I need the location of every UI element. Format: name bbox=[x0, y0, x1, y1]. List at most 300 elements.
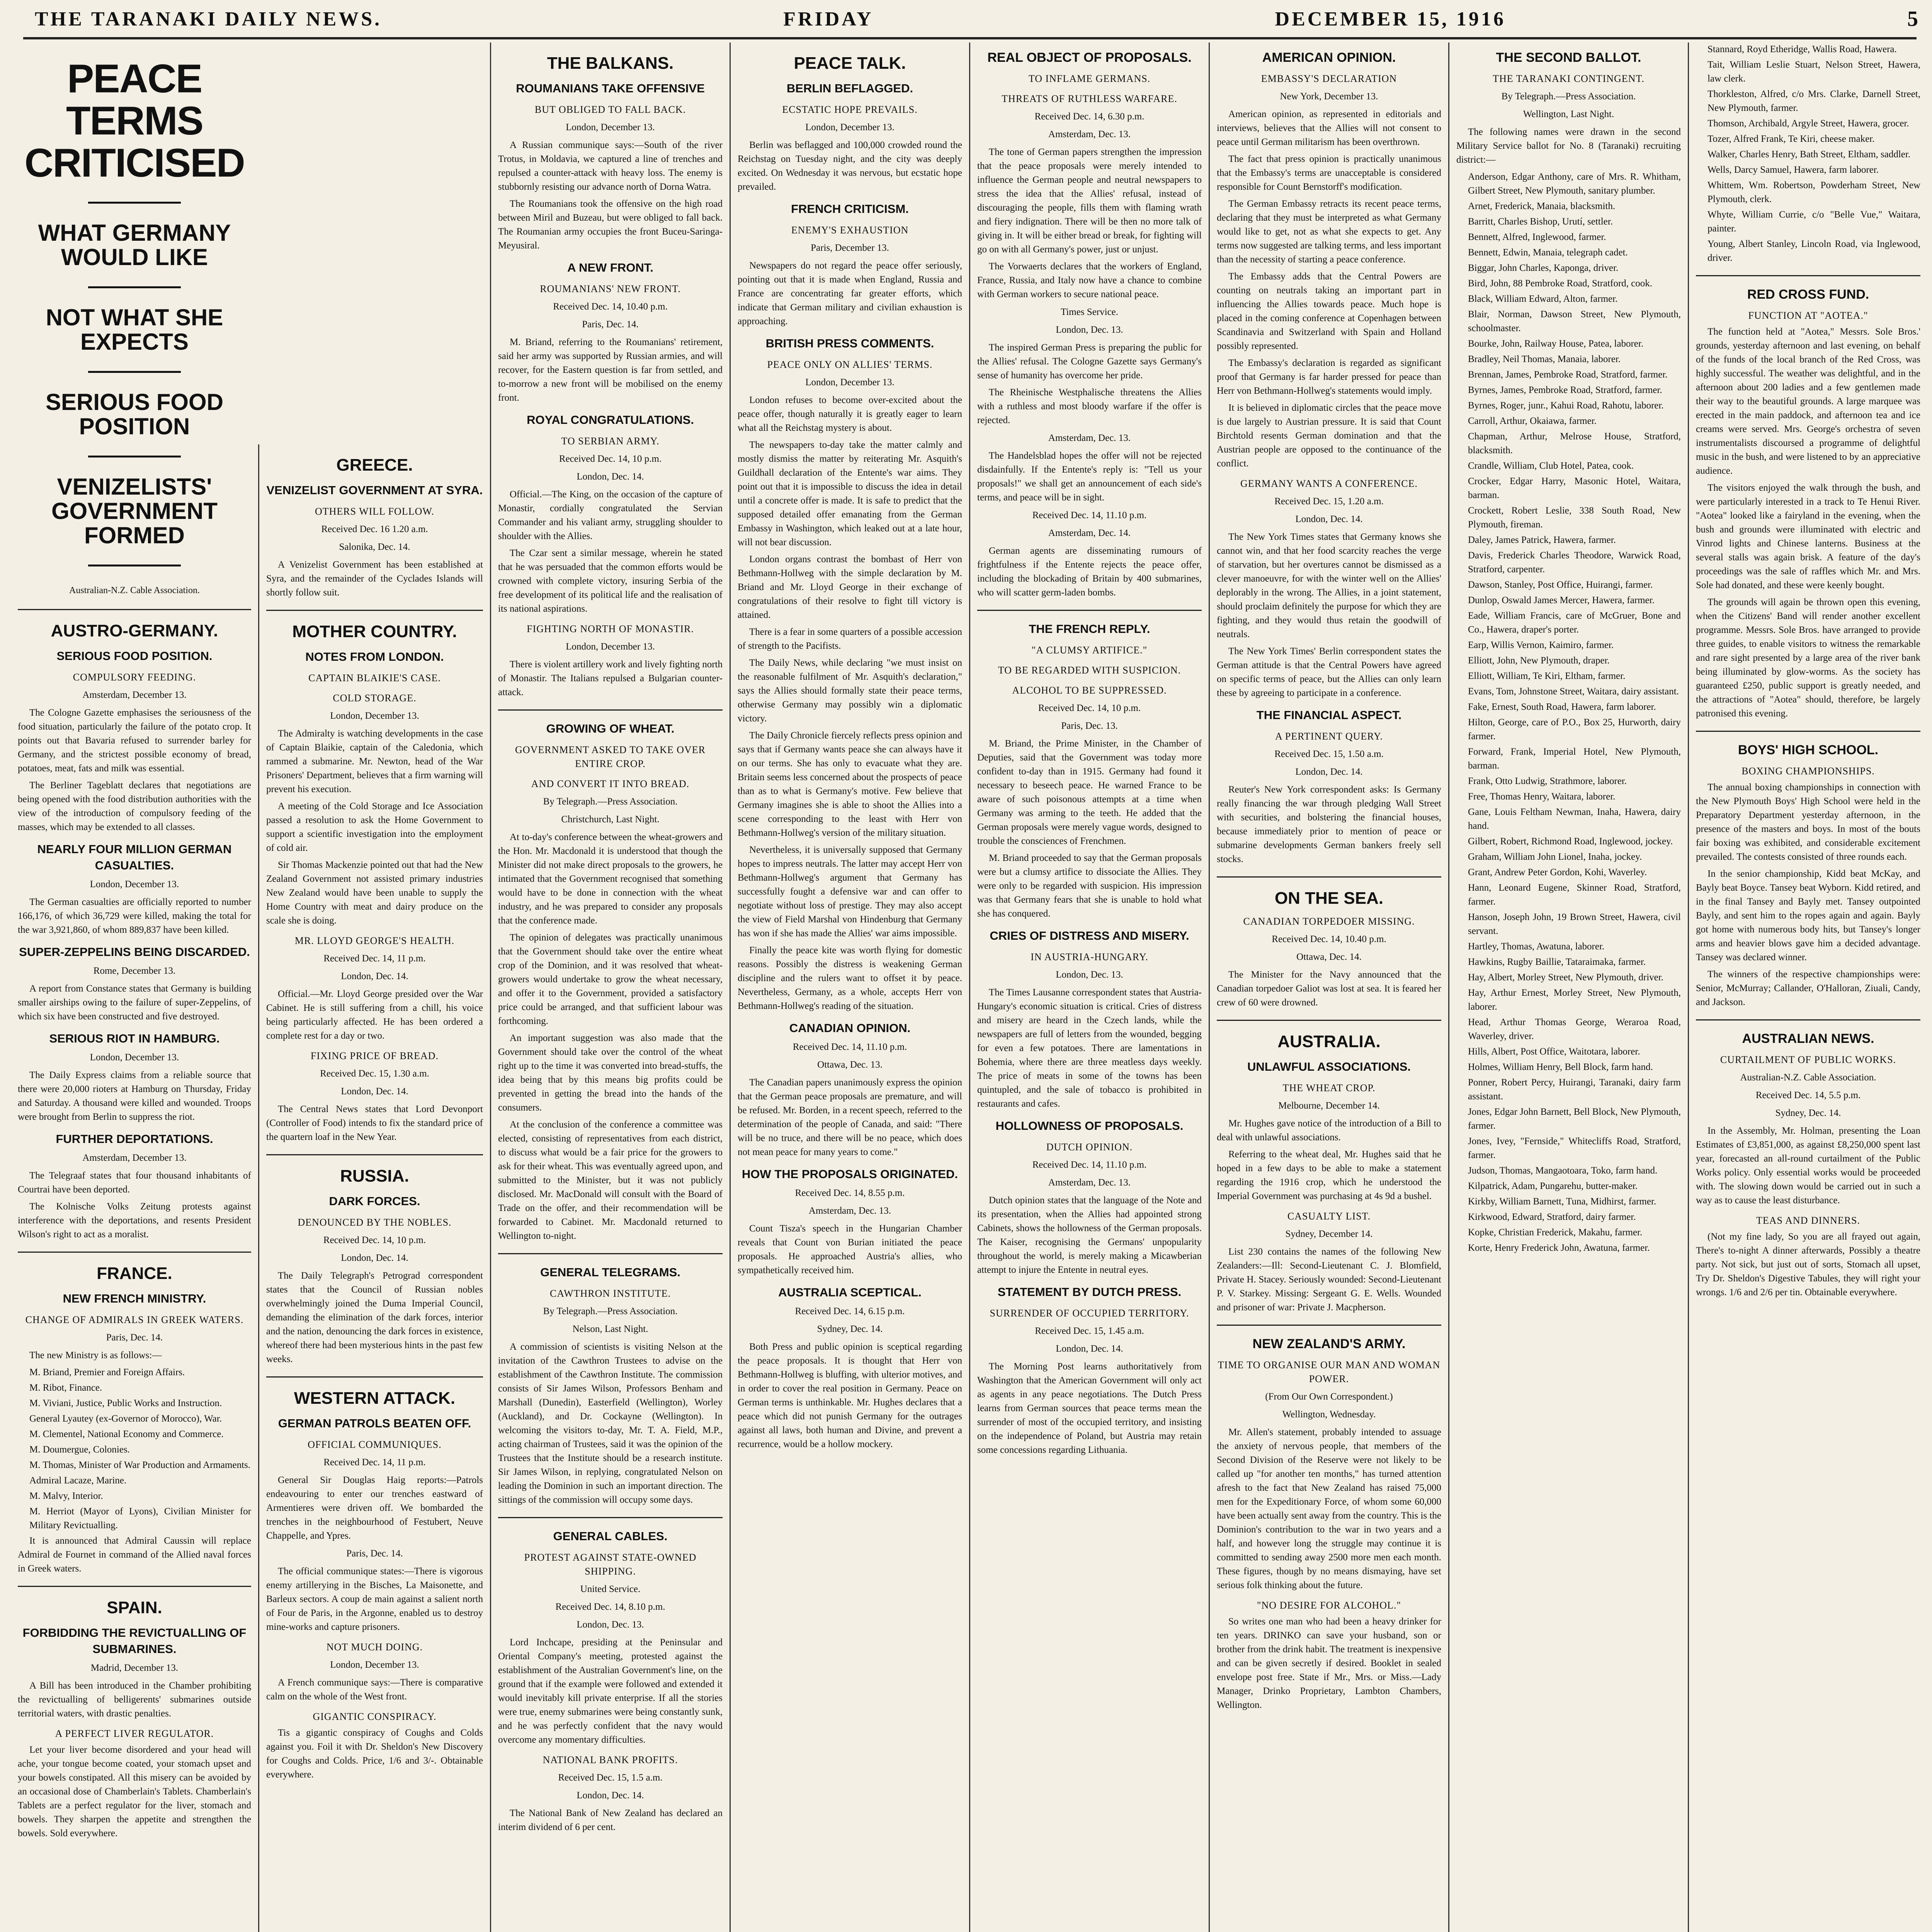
article-paragraph: A French communique says:—There is comparative calm on the whole of the West front. bbox=[266, 1677, 483, 1702]
article-paragraph: The visitors enjoyed the walk through the bush, and were particularly interested in a track to Te Henui River. "Aotea" looked like a fairyland in the evening, when the bush and grounds were illuminated with electric and Vinrod lights and Chinese lanterns. Business at the several stalls was again brisk. A feature of the day's proceedings was the sale of raffles which Mr. and Mrs. Sole had donated, and these were keenly bought. bbox=[1696, 483, 1920, 590]
list-item: Young, Albert Stanley, Lincoln Road, via Inglewood, driver. bbox=[1708, 239, 1920, 263]
received-line: Received Dec. 15, 1.5 a.m. bbox=[558, 1772, 663, 1783]
article-paragraph: Berlin was beflagged and 100,000 crowded round the Reichstag on Tuesday night, and the city was deeply excited. On Wednesday it was nervous, but ecstatic hope prevailed. bbox=[738, 140, 962, 192]
list-item: Forward, Frank, Imperial Hotel, New Plymouth, barman. bbox=[1468, 747, 1681, 771]
list-item: M. Viviani, Justice, Public Works and Instruction. bbox=[29, 1398, 222, 1408]
minor-head: NATIONAL BANK PROFITS. bbox=[543, 1754, 678, 1765]
sub-head: BERLIN BEFLAGGED. bbox=[786, 82, 913, 95]
masthead-day: FRIDAY bbox=[783, 8, 874, 30]
article-paragraph: A Russian communique says:—South of the river Trotus, in Moldavia, we captured a line of trenches and repulsed a counter-attack with heavy loss. The enemy is stubbornly resisting our advance north of Dorna Watra. bbox=[498, 140, 723, 192]
received-line: Received Dec. 14, 11 p.m. bbox=[323, 1457, 426, 1468]
byline: By Telegraph.—Press Association. bbox=[1501, 91, 1636, 102]
list-item: Bradley, Neil Thomas, Manaia, laborer. bbox=[1468, 354, 1621, 364]
minor-head: THREATS OF RUTHLESS WARFARE. bbox=[1002, 93, 1177, 104]
dateline: Rome, December 13. bbox=[93, 965, 176, 976]
minor-head: CANADIAN TORPEDOER MISSING. bbox=[1243, 916, 1415, 927]
sub-head: CANADIAN OPINION. bbox=[789, 1021, 911, 1035]
article-paragraph: The Daily Telegraph's Petrograd correspondent states that the Council of Russian nobles overwhelmingly joined the Duma Imperial Council, demanding the elimination of the dark forces, interior and the nation, denouncing the dark forces in existence, whereof there had been mysterious hints in the past few weeks. bbox=[266, 1270, 483, 1364]
minor-head: CASUALTY LIST. bbox=[1287, 1211, 1371, 1222]
sub-head: ROYAL CONGRATULATIONS. bbox=[527, 413, 694, 427]
list-item: Ponner, Robert Percy, Huirangi, Taranaki, dairy farm assistant. bbox=[1468, 1077, 1681, 1102]
list-item: Stannard, Royd Etheridge, Wallis Road, Hawera. bbox=[1708, 44, 1897, 54]
article-paragraph: The newspapers to-day take the matter calmly and mostly dismiss the matter by reiterating Mr. Asquith's Guildhall declaration of the Entente's war aims. They point out that it is impossible to discuss the idea in detail until a concrete offer is made. It is safe to predict that the supposed detailed offer emanating from the German Embassy in Washington, which leaked out at a late hour, will not bear discussion. bbox=[738, 440, 962, 548]
ministry-list bbox=[18, 1366, 251, 1532]
list-item: Elliott, William, Te Kiri, Eltham, farmer. bbox=[1468, 671, 1626, 681]
list-item: Elliott, John, New Plymouth, draper. bbox=[1468, 655, 1610, 666]
article-paragraph: The Central News states that Lord Devonport (Controller of Food) intends to fix the standard price of the quartern loaf in the New Year. bbox=[266, 1104, 483, 1142]
advert-head: TEAS AND DINNERS. bbox=[1756, 1215, 1861, 1226]
list-item: Jones, Edgar John Barnett, Bell Block, New Plymouth, farmer. bbox=[1468, 1107, 1681, 1131]
sub-head: CRIES OF DISTRESS AND MISERY. bbox=[990, 929, 1189, 942]
article-paragraph: The Vorwaerts declares that the workers of England, France, Russia, and Italy now have a chance to combine with German workers to secure national peace. bbox=[977, 261, 1202, 299]
dateline: Amsterdam, Dec. 13. bbox=[1048, 129, 1131, 139]
received-line: Received Dec. 14, 6.30 p.m. bbox=[1034, 111, 1145, 122]
received-line: Received Dec. 15, 1.50 a.m. bbox=[1274, 749, 1384, 759]
list-item: Holmes, William Henry, Bell Block, farm hand. bbox=[1468, 1062, 1653, 1072]
article-paragraph: The Canadian papers unanimously express the opinion that the German peace proposals are premature, and will be refused. Mr. Borden, in a recent speech, referred to the determination of the people of Canada, and said: "There will be no truce, and there will be no peace, which does not mean peace for many years to come." bbox=[738, 1077, 962, 1157]
article-paragraph: London organs contrast the bombast of Herr von Bethmann-Hollweg with the simple declaration by M. Briand and Mr. Lloyd George in their exchange of congratulations of their resolve to fight till victory is attained. bbox=[738, 554, 962, 620]
received-line: Received Dec. 14, 8.10 p.m. bbox=[555, 1602, 665, 1612]
minor-head: COMPULSORY FEEDING. bbox=[73, 671, 196, 683]
article-paragraph: A commission of scientists is visiting Nelson at the invitation of the Cawthron Trustees to advise on the establishment of the Cawthron Institute. The commission consists of Sir James Wilson, Professors Benham and Marshall (Dunedin), Easterfield (Wellington), Worley (Auckland), and Dr. Cockayne (Wellington). In welcoming the visitors to-day, Mr. T. A. Field, M.P., acting chairman of Trustees, said it was the opinion of the Trustees that the Institute should be a research institute. Sir James Wilson, in replying, congratulated Nelson on leading the Dominion in such an important direction. The sittings of the commission will occupy some days. bbox=[498, 1342, 723, 1505]
list-item: Free, Thomas Henry, Waitara, laborer. bbox=[1468, 791, 1616, 802]
list-item: Crocker, Edgar Harry, Masonic Hotel, Waitara, barman. bbox=[1468, 476, 1681, 500]
dateline: Ottawa, Dec. 13. bbox=[817, 1060, 883, 1070]
received-line: Received Dec. 14, 11 p.m. bbox=[323, 953, 426, 964]
section-head-boys-high-school: BOYS' HIGH SCHOOL. bbox=[1738, 743, 1879, 757]
list-item: Byrnes, James, Pembroke Road, Stratford, farmer. bbox=[1468, 385, 1662, 395]
section-head-austro-germany: AUSTRO-GERMANY. bbox=[51, 621, 218, 640]
column-7 bbox=[1448, 43, 1688, 1932]
minor-head: FIXING PRICE OF BREAD. bbox=[310, 1050, 439, 1061]
list-item: Jones, Ivey, "Fernside," Whitecliffs Road, Stratford, farmer. bbox=[1468, 1136, 1681, 1160]
list-item: M. Ribot, Finance. bbox=[29, 1382, 102, 1393]
article-paragraph: The official communique states:—There is vigorous enemy artillerying in the Bisches, La Maisonette, and Barleux sectors. A coup de main against a salient north of Four de Paris, in the Argonne, enabled us to destroy mine-works and capture prisoners. bbox=[266, 1566, 483, 1632]
section-rule bbox=[266, 1376, 483, 1378]
article-paragraph: M. Briand proceeded to say that the German proposals were but a clumsy artifice to dissociate the Allies. They were only to be regarded with suspicion. His impression was that Germany fears that she is unable to hold what she has conquered. bbox=[977, 853, 1202, 919]
article-paragraph: The winners of the respective championships were: Senior, McMurray; Callander, O'Halloran, Ziuali, Candy, and Jackson. bbox=[1696, 969, 1920, 1007]
sub-head: SERIOUS FOOD POSITION. bbox=[56, 649, 213, 663]
sub-head: HOW THE PROPOSALS ORIGINATED. bbox=[742, 1167, 958, 1181]
list-item: Dunlop, Oswald James Mercer, Hawera, farmer. bbox=[1468, 595, 1655, 605]
dateline: London, Dec. 13. bbox=[1056, 969, 1123, 980]
list-item: Hay, Arthur Ernest, Morley Street, New Plymouth, laborer. bbox=[1468, 988, 1681, 1012]
article-paragraph: At to-day's conference between the wheat-growers and the Hon. Mr. Macdonald it is understood that though the Minister did not make direct proposals to the growers, he intimated that the Government recognised that something would have to be done in connection with the wheat industry, and he was prepared to consider any proposals that the conference made. bbox=[498, 832, 723, 926]
column-3 bbox=[490, 43, 730, 1932]
section-rule bbox=[1696, 731, 1920, 732]
byline: Times Service. bbox=[1060, 307, 1119, 317]
dateline: Amsterdam, December 13. bbox=[82, 689, 187, 700]
list-item: Thomson, Archibald, Argyle Street, Hawera, grocer. bbox=[1708, 118, 1909, 129]
article-paragraph: London refuses to become over-excited about the peace offer, though naturally it is greatly eager to learn what all the Reichstag mystery is about. bbox=[738, 395, 962, 433]
article-paragraph: The Morning Post learns authoritatively from Washington that the American Government will only act as agents in any peace negotiations. The Dutch Press learns from German sources that peace terms mean the surrender of most of the occupied territory, and insisting on the independence of Poland, but Austria may retain some concessions regarding Lithuania. bbox=[977, 1361, 1202, 1455]
list-item: General Lyautey (ex-Governor of Morocco), War. bbox=[29, 1413, 222, 1424]
sub-head: GROWING OF WHEAT. bbox=[546, 722, 675, 735]
minor-head: TO BE REGARDED WITH SUSPICION. bbox=[998, 665, 1181, 676]
cable-credit: Australian-N.Z. Cable Association. bbox=[69, 585, 200, 595]
lead-headline: PEACE TERMS CRITICISED bbox=[24, 56, 245, 186]
dateline: London, December 13. bbox=[566, 641, 655, 652]
list-item: Crockett, Robert Leslie, 338 South Road, New Plymouth, fireman. bbox=[1468, 505, 1681, 530]
article-paragraph: There is violent artillery work and lively fighting north of Monastir. The Italians repulsed a Bulgarian counter-attack. bbox=[498, 659, 723, 697]
article-paragraph: The Roumanians took the offensive on the high road between Miril and Buzeau, but were obliged to fall back. The Roumanian army occupies the front Buceu-Saringa-Meyusiral. bbox=[498, 199, 723, 251]
minor-head: NOT MUCH DOING. bbox=[326, 1641, 423, 1653]
article-paragraph: General Sir Douglas Haig reports:—Patrols endeavouring to enter our trenches eastward of Armentieres were driven off. We bombarded the trenches in the neighbourhood of Festubert, Neuve Chappelle, and Ypres. bbox=[266, 1475, 483, 1541]
article-paragraph: Official.—Mr. Lloyd George presided over the War Cabinet. He is still suffering from a chill, his voice being particularly affected. He has been ordered a complete rest for a day or two. bbox=[266, 989, 483, 1041]
column-1 bbox=[11, 43, 258, 1932]
list-item: Fake, Ernest, South Road, Hawera, farm laborer. bbox=[1468, 702, 1656, 712]
section-head-peace-talk: PEACE TALK. bbox=[794, 54, 906, 73]
list-item: Barritt, Charles Bishop, Urutí, settler. bbox=[1468, 216, 1613, 227]
article-paragraph: The German casualties are officially reported to number 166,176, of which 36,729 were killed, making the total for the war 3,921,860, of whom 889,837 have been killed. bbox=[18, 896, 251, 935]
list-item: Biggar, John Charles, Kaponga, driver. bbox=[1468, 263, 1619, 273]
byline: By Telegraph.—Press Association. bbox=[543, 1306, 678, 1316]
sub-head: STATEMENT BY DUTCH PRESS. bbox=[997, 1285, 1182, 1299]
dateline: London, Dec. 13. bbox=[577, 1619, 644, 1630]
article-paragraph: There is a fear in some quarters of a possible accession of strength to the Pacifists. bbox=[738, 627, 962, 651]
section-rule bbox=[266, 610, 483, 611]
section-rule bbox=[18, 1252, 251, 1253]
section-head-australian-news: AUSTRALIAN NEWS. bbox=[1742, 1031, 1874, 1046]
list-item: Tait, William Leslie Stuart, Nelson Street, Hawera, law clerk. bbox=[1708, 60, 1920, 84]
list-item: Gane, Louis Feltham Newman, Inaha, Hawera, dairy hand. bbox=[1468, 807, 1681, 831]
byline: (From Our Own Correspondent.) bbox=[1265, 1391, 1393, 1402]
dateline: Paris, Dec. 14. bbox=[106, 1332, 163, 1343]
received-line: Received Dec. 14, 10 p.m. bbox=[1038, 703, 1141, 713]
list-item: Admiral Lacaze, Marine. bbox=[29, 1475, 127, 1486]
list-item: M. Doumergue, Colonies. bbox=[29, 1444, 130, 1455]
minor-head: CURTAILMENT OF PUBLIC WORKS. bbox=[1720, 1054, 1896, 1065]
column-5 bbox=[969, 43, 1209, 1932]
minor-head: EMBASSY'S DECLARATION bbox=[1261, 73, 1397, 84]
list-item: Walker, Charles Henry, Bath Street, Eltham, saddler. bbox=[1708, 149, 1911, 160]
minor-head: BUT OBLIGED TO FALL BACK. bbox=[534, 104, 686, 115]
list-item: Whyte, William Currie, c/o "Belle Vue," Waitara, painter. bbox=[1708, 209, 1920, 234]
article-paragraph: The Berliner Tageblatt declares that negotiations are being opened with the food distribution authorities with the view of the introduction of compulsory feeding of the masses, which may be extended to all classes. bbox=[18, 780, 251, 832]
list-item: Kilpatrick, Adam, Pungarehu, butter-maker. bbox=[1468, 1181, 1638, 1191]
list-item: Frank, Otto Ludwig, Strathmore, laborer. bbox=[1468, 776, 1627, 786]
article-paragraph: A Bill has been introduced in the Chamber prohibiting the revictualling of belligerents' submarines outside territorial waters, with drastic penalties. bbox=[18, 1680, 251, 1719]
received-line: Received Dec. 14, 10.40 p.m. bbox=[1272, 934, 1386, 944]
dateline: London, December 13. bbox=[566, 122, 655, 133]
section-head-second-ballot: THE SECOND BALLOT. bbox=[1496, 50, 1641, 65]
article-paragraph: Official.—The King, on the occasion of the capture of Monastir, cordially congratulated the Servian Commander and his valiant army, struggling shoulder to shoulder with the Allies. bbox=[498, 489, 723, 541]
list-item: Graham, William John Lionel, Inaha, jockey. bbox=[1468, 852, 1642, 862]
minor-head: FIGHTING NORTH OF MONASTIR. bbox=[527, 623, 694, 634]
list-item: Hartley, Thomas, Awatuna, laborer. bbox=[1468, 941, 1605, 952]
minor-head: COLD STORAGE. bbox=[333, 692, 417, 704]
list-item: M. Briand, Premier and Foreign Affairs. bbox=[29, 1367, 185, 1378]
article-paragraph: The Daily Express claims from a reliable source that there were 20,000 rioters at Hamburg on Thursday, Friday and Saturday. A thousand were killed and wounded. Troops were brought from Berlin to suppress the riot. bbox=[18, 1070, 251, 1122]
received-line: Received Dec. 14, 10.40 p.m. bbox=[553, 301, 668, 312]
sub-head: DARK FORCES. bbox=[329, 1194, 420, 1208]
advert-paragraph: So writes one man who had been a heavy drinker for ten years. DRINKO can save your husband, son or brother from the drink habit. The treatment is inexpensive and can be given secretly if desired. Booklet in sealed envelope post free. State if Mr., Mrs. or Miss.—Lady Manager, Drinko Proprietary, Lambton Chambers, Wellington. bbox=[1217, 1616, 1441, 1710]
sub-head: NEARLY FOUR MILLION GERMAN CASUALTIES. bbox=[37, 842, 232, 872]
article-paragraph: The Daily News, while declaring "we must insist on the reasonable fulfilment of Mr. Asquith's declaration," says the Allies should formally state their peace terms, otherwise Germany may possibly win a diplomatic victory. bbox=[738, 658, 962, 724]
list-item: Evans, Tom, Johnstone Street, Waitara, dairy assistant. bbox=[1468, 686, 1679, 697]
deck-rule bbox=[88, 565, 181, 566]
lead-deck-2: NOT WHAT SHE EXPECTS bbox=[46, 304, 223, 355]
section-rule bbox=[266, 1154, 483, 1155]
minor-head: OFFICIAL COMMUNIQUES. bbox=[308, 1439, 442, 1450]
article-paragraph: Mr. Allen's statement, probably intended to assuage the anxiety of nervous people, that members of the Second Division of the Reserve were not likely to be called up "for another ten months," has turned attention afresh to the fact that New Zealand has raised 75,000 men for the Expeditionary Force, of whom some 60,000 have been actually sent away from the country. This is the Dominion's contribution to the war in two years and a half, and however long the struggle may continue it is committed to sending away 2500 more men each month. These figures, though by no means dismaying, have set serious folk thinking about the future. bbox=[1217, 1427, 1441, 1590]
article-paragraph: The inspired German Press is preparing the public for the Allies' refusal. The Cologne Gazette says Germany's sense of humanity has overcome her pride. bbox=[977, 342, 1202, 381]
sub-head: NOTES FROM LONDON. bbox=[305, 650, 444, 663]
dateline: Sydney, Dec. 14. bbox=[817, 1324, 883, 1334]
article-paragraph: The Embassy's declaration is regarded as significant proof that Germany is far harder pressed for peace than Herr von Bethmann-Hollweg's statements would imply. bbox=[1217, 358, 1441, 396]
minor-head: CHANGE OF ADMIRALS IN GREEK WATERS. bbox=[25, 1314, 244, 1325]
list-item: Kirkwood, Edward, Stratford, dairy farmer. bbox=[1468, 1212, 1636, 1222]
article-paragraph: The following names were drawn in the second Military Service ballot for No. 8 (Taranaki) recruiting district:— bbox=[1456, 127, 1681, 165]
article-paragraph: The opinion of delegates was practically unanimous that the Government should take over the entire wheat crop of the Dominion, and it was resolved that wheat-growers would undertake to grow the wheat necessary, and offer it to the Government, provided a satisfactory price could be arranged, and that sufficient labour was forthcoming. bbox=[498, 932, 723, 1026]
dateline: London, Dec. 14. bbox=[341, 971, 408, 981]
received-line: Received Dec. 14, 11.10 p.m. bbox=[1032, 1160, 1147, 1170]
deck-rule bbox=[88, 371, 181, 373]
list-item: Bourke, John, Railway House, Patea, laborer. bbox=[1468, 338, 1644, 349]
column-8 bbox=[1688, 43, 1927, 1932]
dateline: London, Dec. 14. bbox=[341, 1086, 408, 1097]
article-paragraph: The New York Times states that Germany knows she cannot win, and that her food scarcity reaches the verge of starvation, but her overtures cannot be dismissed as a clever manoeuvre, for with the winter well on the Allies' deplorably in the wrong. The Allies, in a joint statement, should proclaim definitely the purpose for which they are fighting, and they would thus retain the goodwill of neutrals. bbox=[1217, 532, 1441, 639]
section-head-american-opinion: AMERICAN OPINION. bbox=[1262, 50, 1396, 65]
section-rule bbox=[498, 1517, 723, 1518]
received-line: Received Dec. 14, 8.55 p.m. bbox=[795, 1188, 905, 1198]
list-item: Bennett, Edwin, Manaia, telegraph cadet. bbox=[1468, 247, 1628, 258]
newspaper-page bbox=[11, 43, 1927, 1932]
sub-head: GERMAN PATROLS BEATEN OFF. bbox=[278, 1417, 471, 1430]
article-paragraph: The Minister for the Navy announced that the Canadian torpedoer Galiot was lost at sea. It is feared her crew of 60 were drowned. bbox=[1217, 969, 1441, 1008]
list-item: Hawkins, Rugby Baillie, Tataraimaka, farmer. bbox=[1468, 957, 1646, 967]
section-rule bbox=[18, 609, 251, 610]
section-head-spain: SPAIN. bbox=[107, 1598, 162, 1617]
minor-head: AND CONVERT IT INTO BREAD. bbox=[531, 778, 690, 789]
list-item: Dawson, Stanley, Post Office, Huirangi, farmer. bbox=[1468, 580, 1653, 590]
article-paragraph: Lord Inchcape, presiding at the Peninsular and Oriental Company's meeting, protested against the establishment of the Australian Government's line, on the ground that if the example were followed and extended it would inevitably kill private enterprise. If all the stories were true, enemy submarines were being constantly sunk, and he was perfectly confident that the navy would overcome any momentary difficulties. bbox=[498, 1637, 723, 1745]
received-line: Received Dec. 14, 10 p.m. bbox=[323, 1235, 426, 1245]
article-paragraph: List 230 contains the names of the following New Zealanders:—Ill: Second-Lieutenant C. J. Blomfield, Private H. Stacey. Seriously wounded: Second-Lieutenant P. V. Starkey. Missing: Sergeant G. E. Wells. Wounded and prisoner of war: Private J. Macpherson. bbox=[1217, 1247, 1441, 1313]
list-item: Arnet, Frederick, Manaia, blacksmith. bbox=[1468, 201, 1616, 211]
lead-deck-4: VENIZELISTS' GOVERNMENT FORMED bbox=[51, 473, 218, 548]
minor-head: TO SERBIAN ARMY. bbox=[561, 435, 660, 447]
minor-head: PROTEST AGAINST STATE-OWNED SHIPPING. bbox=[524, 1552, 697, 1577]
article-paragraph: Count Tisza's speech in the Hungarian Chamber reveals that Count von Burian initiated the peace proposals. He approached Austria's allies, who sympathetically received him. bbox=[738, 1223, 962, 1276]
section-rule bbox=[498, 709, 723, 711]
ballot-list-continued bbox=[1696, 43, 1920, 265]
received-line: Received Dec. 14, 5.5 p.m. bbox=[1755, 1090, 1861, 1100]
advert-head: "NO DESIRE FOR ALCOHOL." bbox=[1257, 1600, 1401, 1611]
dateline: London, December 13. bbox=[90, 1052, 179, 1063]
minor-head: GERMANY WANTS A CONFERENCE. bbox=[1240, 478, 1418, 489]
sub-head: UNLAWFUL ASSOCIATIONS. bbox=[1247, 1060, 1411, 1073]
list-item: Bird, John, 88 Pembroke Road, Stratford, cook. bbox=[1468, 278, 1653, 289]
minor-head: TIME TO ORGANISE OUR MAN AND WOMAN POWER. bbox=[1218, 1359, 1440, 1384]
section-head-greece: GREECE. bbox=[336, 456, 413, 474]
deck-rule bbox=[88, 456, 181, 457]
minor-head: THE TARANAKI CONTINGENT. bbox=[1493, 73, 1645, 84]
dateline: New York, December 13. bbox=[1280, 91, 1378, 102]
advert-head: A PERFECT LIVER REGULATOR. bbox=[55, 1728, 214, 1739]
list-item: Tozer, Alfred Frank, Te Kiri, cheese maker. bbox=[1708, 134, 1875, 144]
byline: By Telegraph.—Press Association. bbox=[543, 796, 678, 807]
ballot-list bbox=[1456, 170, 1681, 1255]
page-number: 5 bbox=[1907, 7, 1920, 31]
section-head-balkans: THE BALKANS. bbox=[547, 54, 674, 73]
lead-deck-3: SERIOUS FOOD POSITION bbox=[45, 389, 224, 439]
article-paragraph: A report from Constance states that Germany is building smaller airships owing to the failure of super-Zeppelins, of which six have been constructed and five destroyed. bbox=[18, 983, 251, 1022]
sub-head: VENIZELIST GOVERNMENT AT SYRA. bbox=[266, 483, 483, 497]
dateline: Wellington, Last Night. bbox=[1523, 109, 1614, 119]
dateline: Salonika, Dec. 14. bbox=[339, 542, 410, 552]
list-item: Judson, Thomas, Mangaotoara, Toko, farm hand. bbox=[1468, 1165, 1658, 1176]
received-line: Received Dec. 15, 1.45 a.m. bbox=[1035, 1326, 1144, 1336]
dateline: Sydney, December 14. bbox=[1285, 1229, 1373, 1239]
article-paragraph: German agents are disseminating rumours of frightfulness if the Entente rejects the peace offer, including the blockading of Britain by 400 submarines, who will scatter germ-laden bombs. bbox=[977, 546, 1202, 598]
section-head-nz-army: NEW ZEALAND'S ARMY. bbox=[1252, 1337, 1406, 1351]
received-line: Received Dec. 14, 11.10 p.m. bbox=[793, 1042, 907, 1052]
advert-head: GIGANTIC CONSPIRACY. bbox=[313, 1711, 437, 1722]
article-paragraph: Finally the peace kite was worth flying for domestic reasons. Possibly the distress is weakening German discipline and the rulers want to offset it by peace. Nevertheless, Germany, as a whole, accepts Herr von Bethmann-Hollweg's reading of the situation. bbox=[738, 945, 962, 1011]
list-item: Hills, Albert, Post Office, Waitotara, laborer. bbox=[1468, 1046, 1640, 1057]
list-item: Blair, Norman, Dawson Street, New Plymouth, schoolmaster. bbox=[1468, 309, 1681, 333]
minor-head: CAPTAIN BLAIKIE'S CASE. bbox=[308, 672, 441, 684]
article-paragraph: The Admiralty is watching developments in the case of Captain Blaikie, captain of the Caledonia, which rammed a submarine. Mr. Newton, head of the War Prisoners' Department, believes that a firm warning will prevent his execution. bbox=[266, 728, 483, 794]
section-rule bbox=[498, 1253, 723, 1254]
dateline: Christchurch, Last Night. bbox=[561, 814, 660, 825]
list-item: Brennan, James, Pembroke Road, Stratford, farmer. bbox=[1468, 369, 1668, 380]
received-line: Received Dec. 15, 1.30 a.m. bbox=[320, 1068, 429, 1079]
sub-head: A NEW FRONT. bbox=[567, 261, 653, 274]
list-item: Hilton, George, care of P.O., Box 25, Hurworth, dairy farmer. bbox=[1468, 717, 1681, 742]
minor-head: SURRENDER OF OCCUPIED TERRITORY. bbox=[990, 1308, 1189, 1319]
section-head-mother-country: MOTHER COUNTRY. bbox=[292, 622, 457, 641]
section-rule bbox=[977, 610, 1202, 611]
section-head-red-cross: RED CROSS FUND. bbox=[1747, 287, 1869, 302]
list-item: Carroll, Arthur, Okaiawa, farmer. bbox=[1468, 416, 1597, 426]
sub-head: ROUMANIANS TAKE OFFENSIVE bbox=[516, 82, 705, 95]
list-item: Hanson, Joseph John, 19 Brown Street, Hawera, civil servant. bbox=[1468, 912, 1681, 936]
dateline: Ottawa, Dec. 14. bbox=[1296, 952, 1362, 962]
advert-paragraph: (Not my fine lady, So you are all frayed out again, There's to-night A dinner afterwards, Possibly a theatre party. Not sick, but just out of sorts, Stomach all upset, Try Dr. Sheldon's Digestive Tabules, they will right your wrongs. 1/6 and 2/6 per tin. Obtainable everywhere. bbox=[1696, 1231, 1920, 1298]
article-paragraph: Sir Thomas Mackenzie pointed out that had the New Zealand Government not assisted primary industries New Zealand would have been unable to supply the Home Country with meat and dairy produce on the scale she is doing. bbox=[266, 860, 483, 926]
article-paragraph: The German Embassy retracts its recent peace terms, declaring that they must be interpreted as what Germany would like to get, not as what she expects to get. Any terms now suggested are talking terms, and less important than the necessity of starting a peace conference. bbox=[1217, 199, 1441, 265]
minor-head: TO INFLAME GERMANS. bbox=[1028, 73, 1151, 84]
article-paragraph: An important suggestion was also made that the Government should take over the control of the wheat right up to the time it was converted into bread-stuffs, the idea being that by this means big profits could be prevented in getting the bread into the hands of the consumers. bbox=[498, 1033, 723, 1113]
list-item: Hay, Albert, Morley Street, New Plymouth, driver. bbox=[1468, 972, 1663, 983]
masthead bbox=[35, 5, 1920, 32]
dateline: London, December 13. bbox=[805, 122, 895, 133]
section-rule bbox=[18, 1586, 251, 1587]
dateline: Amsterdam, Dec. 14. bbox=[1048, 528, 1131, 538]
dateline: London, Dec. 14. bbox=[1295, 514, 1363, 524]
article-paragraph: At the conclusion of the conference a committee was elected, consisting of representatives from each district, to discuss what would be a fair price for the growers to ask for their wheat. This was eventually agreed upon, and submitted to the Minister, but it was not publicly disclosed. Mr. MacDonald will consult with the Board of Trade on the offer, and their recommendation will be forwarded to Cabinet. Mr. Macdonald returned to Wellington to-night. bbox=[498, 1119, 723, 1241]
article-paragraph: A meeting of the Cold Storage and Ice Association passed a resolution to ask the Home Government to support a scientific investigation into the employment of cold air. bbox=[266, 801, 483, 853]
list-item: Kopke, Christian Frederick, Makahu, farmer. bbox=[1468, 1227, 1643, 1238]
article-paragraph: Nevertheless, it is universally supposed that Germany hopes to impress neutrals. The latter may accept Herr von Bethmann-Hollweg's argument that Germany has successfully fought a defensive war and can offer to negotiate without loss of prestige. They may also accept the view of Field Marshal von Hindenburg that Germany has won if she has made the Allies' war aims impossible. bbox=[738, 845, 962, 939]
dateline: Madrid, December 13. bbox=[90, 1662, 179, 1673]
article-paragraph: The New York Times' Berlin correspondent states the German attitude is that the Central Powers have agreed on specific terms of peace, but the Allies can only learn these by agreeing to participate in a conference. bbox=[1217, 646, 1441, 698]
dateline: Amsterdam, Dec. 13. bbox=[1048, 433, 1131, 443]
column-6 bbox=[1209, 43, 1448, 1932]
list-item: Eade, William Francis, care of McGruer, Bone and Co., Hawera, draper's porter. bbox=[1468, 611, 1681, 635]
received-line: Received Dec. 15, 1.20 a.m. bbox=[1274, 496, 1384, 507]
minor-head: DENOUNCED BY THE NOBLES. bbox=[298, 1217, 452, 1228]
article-paragraph: The Handelsblad hopes the offer will not be rejected disdainfully. If the Entente's reply is: "Tell us your proposals!" we shall get an announcement of each side's terms, and peace will be in sight. bbox=[977, 451, 1202, 503]
section-head-australia: AUSTRALIA. bbox=[1277, 1032, 1381, 1051]
article-paragraph: The National Bank of New Zealand has declared an interim dividend of 6 per cent. bbox=[498, 1808, 723, 1832]
list-item: Thorkleston, Alfred, c/o Mrs. Clarke, Darnell Street, New Plymouth, farmer. bbox=[1708, 89, 1920, 113]
article-paragraph: The tone of German papers strengthen the impression that the peace proposals were merely intended to influence the German people and neutral newspapers to stress the idea that the Allies' refusal, instead of discouraging the people, fills them with flaming wrath and fiery indignation. There will be then no more talk of giving in. It will be either bread or break, for fighting will go on with all Germany's power, just or unjust. bbox=[977, 147, 1202, 255]
list-item: Davis, Frederick Charles Theodore, Warwick Road, Stratford, carpenter. bbox=[1468, 550, 1681, 575]
minor-head: PEACE ONLY ON ALLIES' TERMS. bbox=[767, 359, 933, 370]
headline-rule bbox=[88, 202, 181, 204]
dateline: London, December 13. bbox=[330, 1660, 419, 1670]
article-paragraph: In the Assembly, Mr. Holman, presenting the Loan Estimates of £3,851,000, as against £8,250,000 spent last year, forecasted an all-round curtailment of the Public Works policy. Only essential works would be proceeded with. The slowing down would be carried out in such a way as to cause the least disturbance. bbox=[1696, 1126, 1920, 1206]
article-paragraph: Both Press and public opinion is sceptical regarding the peace proposals. It is thought that Herr von Bethmann-Hollweg is bluffing, with ulterior motives, and in order to cover the real position in Germany. Peace on German terms is unthinkable. Mr. Hughes declares that a peace which did not punish Germany for the outrages against all laws, both human and Divine, and prevent a recurrence, would be a hollow mockery. bbox=[738, 1342, 962, 1449]
byline: United Service. bbox=[580, 1584, 641, 1594]
article-paragraph: The new Ministry is as follows:— bbox=[29, 1350, 162, 1361]
received-line: Received Dec. 16 1.20 a.m. bbox=[321, 524, 428, 534]
article-paragraph: M. Briand, the Prime Minister, in the Chamber of Deputies, said that the Government was today more confident to-day than in 1915. Germany had found it necessary to beseech peace. He warned France to be aware of such poisonous attempts at a time when Germany was arming to the teeth. He added that the German proposals were merely vague words, designed to trouble the consciences of Frenchmen. bbox=[977, 738, 1202, 846]
dateline: London, Dec. 14. bbox=[577, 1790, 644, 1801]
list-item: Chapman, Arthur, Melrose House, Stratford, blacksmith. bbox=[1468, 431, 1681, 456]
sub-head: THE FINANCIAL ASPECT. bbox=[1256, 708, 1402, 722]
received-line: Received Dec. 14, 10 p.m. bbox=[559, 454, 662, 464]
list-item: Korte, Henry Frederick John, Awatuna, farmer. bbox=[1468, 1243, 1650, 1253]
minor-head: IN AUSTRIA-HUNGARY. bbox=[1031, 951, 1148, 963]
dateline: Nelson, Last Night. bbox=[572, 1324, 648, 1334]
article-paragraph: The function held at "Aotea," Messrs. Sole Bros.' grounds, yesterday afternoon and last evening, on behalf of the funds of the local branch of the Red Cross, was highly successful. The weather was delightful, and in the afternoon about 200 ladies and a few gentlemen made their way to the beautiful grounds. A large marquee was erected in the main paddock, and afternoon tea and ice creams were served. Mrs. George's orchestra of seven instrumentalists discoursed a programme of delightful music in the bush, and were listened to by an appreciative audience. bbox=[1696, 327, 1920, 476]
list-item: Crandle, William, Club Hotel, Patea, cook. bbox=[1468, 461, 1634, 471]
masthead-date: DECEMBER 15, 1916 bbox=[1275, 8, 1506, 30]
article-paragraph: The fact that press opinion is practically unanimous that the Embassy's terms are unacceptable is considered responsible for Count Bernstorff's modification. bbox=[1217, 154, 1441, 192]
dateline: Amsterdam, Dec. 13. bbox=[808, 1206, 891, 1216]
advert-paragraph: Let your liver become disordered and your head will ache, your tongue become coated, your stomach upset and your bowels constipated. All this misery can be avoided by an occasional dose of Chamberlain's Tablets. Chamberlain's Tablets are a perfect regulator for the liver, stomach and bowels. They sharpen the appetite and strengthen the bowels. Sold everywhere. bbox=[18, 1744, 251, 1838]
list-item: Earp, Willis Vernon, Kaimiro, farmer. bbox=[1468, 640, 1614, 650]
article-paragraph: The Times Lausanne correspondent states that Austria-Hungary's economic situation is critical. Cries of distress and misery are heard in the Czech lands, while the newspapers are full of letters from the wounded, begging for even a few potatoes. There are lamentations in Bohemia, where there are three meatless days weekly. The price of meats in some of the towns has been quintupled, and the sale of tobacco is prohibited in restaurants and cafes. bbox=[977, 987, 1202, 1109]
article-paragraph: American opinion, as represented in editorials and interviews, believes that the Allies will not consent to peace until German militarism has been overthrown. bbox=[1217, 109, 1441, 147]
sub-head: SUPER-ZEPPELINS BEING DISCARDED. bbox=[19, 945, 250, 959]
minor-head: DUTCH OPINION. bbox=[1046, 1141, 1133, 1153]
received-line: Received Dec. 14, 11.10 p.m. bbox=[1032, 510, 1147, 520]
sub-head: AUSTRALIA SCEPTICAL. bbox=[778, 1286, 922, 1299]
section-rule bbox=[1696, 275, 1920, 276]
dateline: Sydney, Dec. 14. bbox=[1775, 1108, 1841, 1118]
list-item: Kirkby, William Barnett, Tuna, Midhirst, farmer. bbox=[1468, 1196, 1656, 1207]
dateline: London, December 13. bbox=[330, 711, 419, 721]
article-paragraph: The Telegraaf states that four thousand inhabitants of Courtrai have been deported. bbox=[18, 1170, 251, 1195]
minor-head: FUNCTION AT "AOTEA." bbox=[1748, 310, 1868, 321]
article-paragraph: Referring to the wheat deal, Mr. Hughes said that he hoped in a few days to be able to make a statement regarding the 1916 crop, which he understood the Imperial Government was purchasing at 4s 9d a bushel. bbox=[1217, 1149, 1441, 1201]
dateline: London, Dec. 14. bbox=[1295, 767, 1363, 777]
article-paragraph: The Czar sent a similar message, wherein he stated that he was persuaded that the common efforts would be crowned with complete victory, insuring Serbia of the free development of its political life and the realisation of its national aspirations. bbox=[498, 548, 723, 614]
article-paragraph: The Rheinische Westphalische threatens the Allies with a ruthless and most bloody warfare if the offer is rejected. bbox=[977, 387, 1202, 425]
sub-head: GENERAL TELEGRAMS. bbox=[540, 1265, 680, 1279]
section-head-western-attack: WESTERN ATTACK. bbox=[294, 1389, 456, 1408]
section-rule bbox=[1217, 876, 1441, 878]
article-paragraph: The Cologne Gazette emphasises the seriousness of the food situation, particularly the failure of the potato crop. It points out that Bavaria refused to surrender barley for Germany, and the strictest possible economy of bread, potatoes, meat, fats and milk was essential. bbox=[18, 707, 251, 774]
dateline: Amsterdam, Dec. 13. bbox=[1048, 1177, 1131, 1188]
article-paragraph: The grounds will again be thrown open this evening, when the Citizens' Band will render another excellent programme. Messrs. Sole Bros. have arranged to provide three guides, to enable visitors to witness the remarkable and rare sight presented by a large area of the river bank being illuminated by glow-worms. As the society has guaranteed £250, public support is greatly needed, and the attractions of "Aotea" should, therefore, be largely patronised this evening. bbox=[1696, 597, 1920, 719]
article-paragraph: The Embassy adds that the Central Powers are counting on neutrals taking an important part in influencing the Allies towards peace. Much hope is placed in the coming conference at Copenhagen between Scandinavia and Switzerland with Spain and Holland possibly represented. bbox=[1217, 271, 1441, 351]
section-head-france: FRANCE. bbox=[97, 1264, 172, 1283]
received-line: Received Dec. 14, 6.15 p.m. bbox=[795, 1306, 905, 1316]
dateline: Paris, December 13. bbox=[811, 243, 889, 253]
sub-head: HOLLOWNESS OF PROPOSALS. bbox=[995, 1119, 1184, 1133]
minor-head: CAWTHRON INSTITUTE. bbox=[550, 1288, 671, 1299]
dateline: London, December 13. bbox=[805, 377, 895, 388]
section-rule bbox=[1217, 1020, 1441, 1021]
article-paragraph: The Kolnische Volks Zeitung protests against interference with the deportations, and resents President Wilson's right to act as a moralist. bbox=[18, 1201, 251, 1240]
article-paragraph: The Daily Chronicle fiercely reflects press opinion and says that if Germany wants peace she can always have it on our terms. She has only to evacuate what they are. Britain seems less concerned about the prospects of peace than as to what is Germany's motive. Few believe that Germany imagines she is able to shoot the Allies into a scene corresponding to the least with Herr von Bethmann-Hollweg's version of the military situation. bbox=[738, 730, 962, 838]
